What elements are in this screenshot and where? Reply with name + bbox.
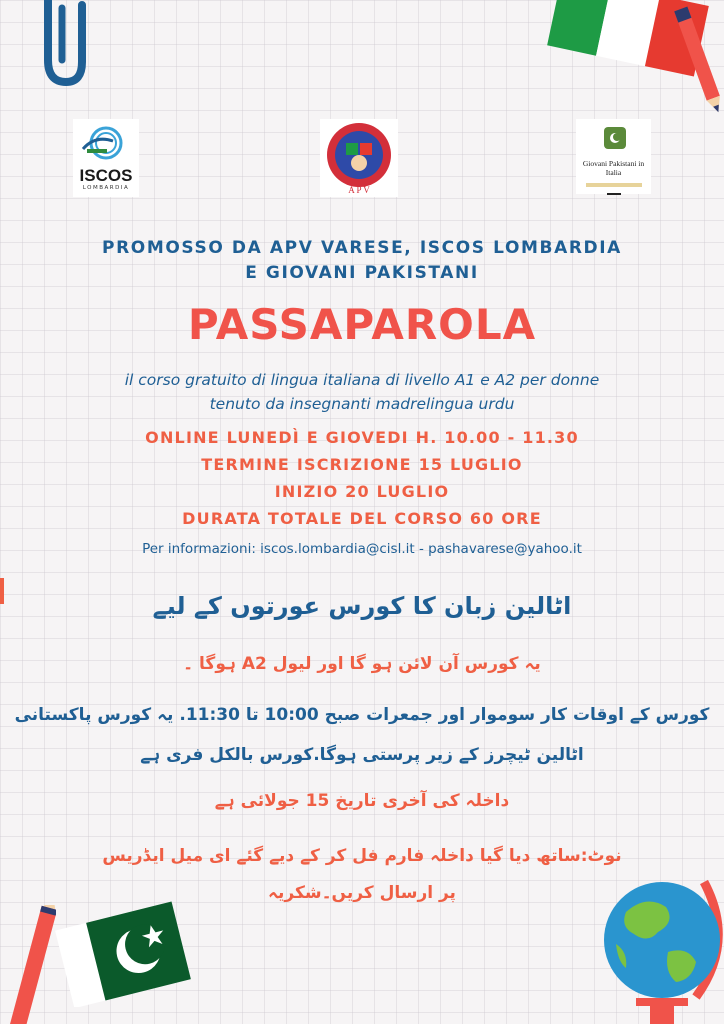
page-title: PASSAPAROLA (187, 300, 537, 349)
italy-flag-icon (538, 0, 724, 120)
pencil-icon (6, 905, 56, 1024)
urdu-line-6: پر ارسال کریں۔شکریہ (268, 883, 456, 903)
iscos-logo (73, 119, 139, 197)
paperclip-icon (18, 0, 88, 95)
apv-logo (320, 119, 398, 197)
urdu-line-4: داخلہ کی آخری تاریخ 15 جولائی ہے (214, 791, 510, 811)
iscos-sub: LOMBARDIA (82, 185, 130, 191)
promoted-by (0, 236, 724, 286)
gp-tagline-bar (586, 183, 642, 187)
urdu-heading: اٹالین زبان کا کورس عورتوں کے لیے (152, 592, 572, 620)
iscos-rings-icon (73, 119, 139, 163)
promoted-line-2: E GIOVANI PAKISTANI (245, 263, 479, 283)
registration-deadline: TERMINE ISCRIZIONE 15 LUGLIO (201, 455, 523, 474)
gp-name: Giovani Pakistani in Italia (582, 159, 645, 177)
giovani-pakistani-logo (576, 119, 651, 194)
urdu-line-2: کورس کے اوقات کار سوموار اور جمعرات صبح 10:00 تا 11:30. یہ کورس پاکستانی (14, 705, 710, 725)
gp-underline (607, 193, 621, 195)
pakistan-flag-icon (52, 895, 192, 1007)
duration: DURATA TOTALE DEL CORSO 60 ORE (182, 509, 542, 528)
iscos-name: ISCOS (79, 166, 133, 185)
gp-flag-icon (576, 119, 651, 155)
edge-marker (0, 578, 4, 604)
urdu-line-3: اٹالین ٹیچرز کے زیر پرستی ہوگا.کورس بالکل فری ہے (140, 745, 584, 765)
subtitle-line-1: il corso gratuito di lingua italiana di livello A1 e A2 per donne (124, 371, 600, 389)
schedule: ONLINE LUNEDÌ E GIOVEDI H. 10.00 - 11.30 (145, 428, 579, 447)
contact-info: Per informazioni: iscos.lombardia@cisl.it - pashavarese@yahoo.it (142, 541, 582, 557)
globe-icon (596, 872, 724, 1024)
subtitle-line-2: tenuto da insegnanti madrelingua urdu (209, 395, 515, 413)
promoted-line-1: PROMOSSO DA APV VARESE, ISCOS LOMBARDIA (102, 238, 622, 258)
urdu-line-1: یہ کورس آن لائن ہو گا اور لیول A2 ہوگا ۔ (183, 654, 541, 674)
urdu-line-5: نوٹ:ساتھ دیا گیا داخلہ فارم فل کر کے دیے گئے ای میل ایڈریس (102, 846, 622, 866)
start-date: INIZIO 20 LUGLIO (274, 482, 450, 501)
apv-text: A P V (348, 185, 370, 195)
